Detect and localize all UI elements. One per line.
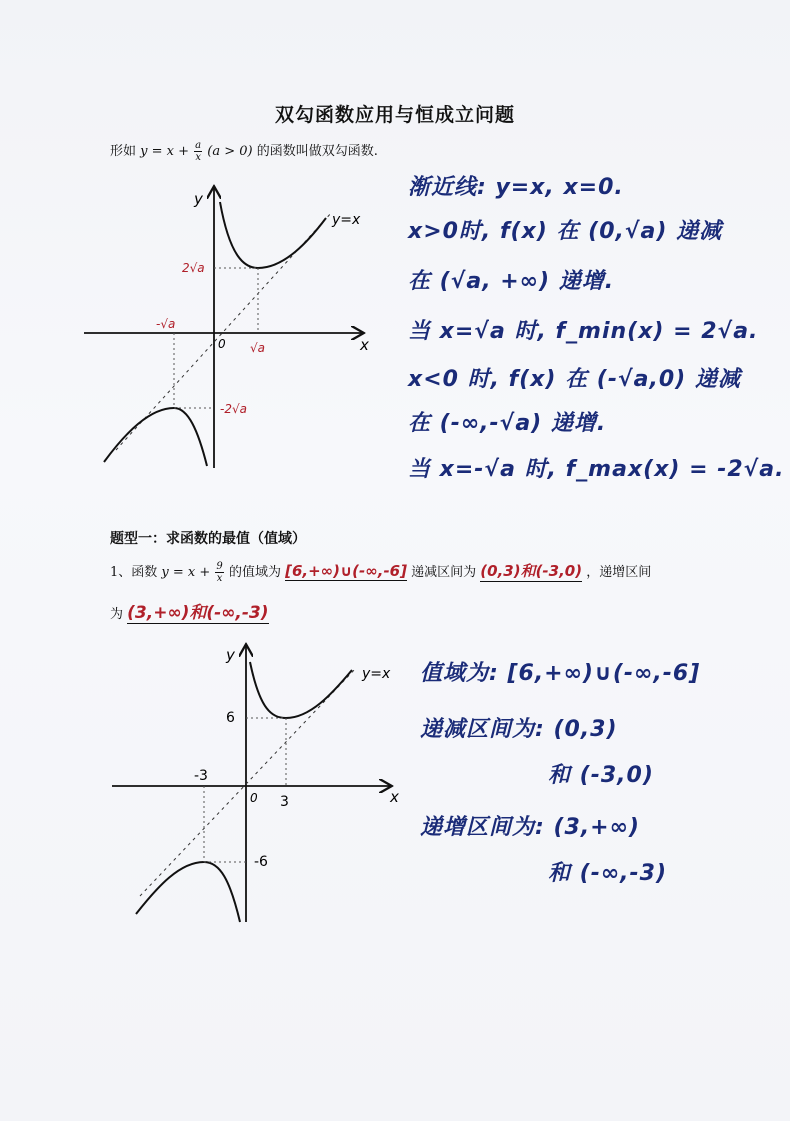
question-1-line-1: [110, 560, 651, 584]
y-axis-label: y: [194, 190, 203, 208]
curve-positive-branch: [220, 202, 326, 268]
origin-label: 0: [250, 791, 258, 805]
question-number: 1、函数: [110, 565, 158, 580]
definition-formula: y = x +: [140, 144, 190, 159]
curve-negative-branch: [136, 862, 240, 922]
increasing-prompt-cont: 为: [110, 607, 124, 622]
tick-x-pos: √a: [250, 341, 265, 355]
definition-suffix: 的函数叫做双勾函数.: [256, 144, 378, 159]
curve-negative-branch: [104, 408, 207, 466]
note-line-3: 在 (√a, +∞) 递增.: [408, 269, 615, 294]
tick-x-pos: 3: [280, 794, 289, 810]
definition-prefix: 形如: [110, 144, 137, 159]
graph-general: [70, 180, 380, 480]
curve-positive-branch: [250, 662, 352, 718]
answer-line-increasing-2: 和 (-∞,-3): [548, 861, 668, 886]
decreasing-answer: (0,3)和(-3,0): [480, 562, 583, 580]
note-line-7: 当 x=-√a 时, f_max(x) = -2√a.: [408, 457, 785, 482]
definition-line: [110, 140, 378, 163]
origin-label: 0: [218, 337, 226, 351]
note-line-5: x<0 时, f(x) 在 (-√a,0) 递减: [408, 367, 741, 392]
x-axis-label: x: [390, 788, 399, 806]
graph-example: [100, 640, 410, 930]
increasing-answer: (3,+∞)和(-∞,-3): [127, 598, 268, 624]
answer-line-decreasing: 递减区间为: (0,3): [420, 717, 618, 742]
question-formula: y = x +: [161, 565, 211, 580]
tick-y-pos: 2√a: [182, 261, 205, 275]
page-title: 双勾函数应用与恒成立问题: [274, 104, 515, 126]
asymptote-label: y=x: [332, 212, 361, 228]
range-prompt: 的值域为: [228, 565, 281, 580]
question-fraction: $\frac{9}{x}$: [216, 561, 223, 584]
tick-y-pos: 6: [226, 710, 235, 726]
definition-condition: (a > 0): [207, 144, 253, 159]
increasing-prompt: ，递增区间: [586, 565, 652, 580]
tick-x-neg: -3: [194, 768, 208, 784]
note-line-4: 当 x=√a 时, f_min(x) = 2√a.: [408, 319, 759, 344]
answer-line-decreasing-2: 和 (-3,0): [548, 763, 654, 788]
tick-y-neg: -2√a: [220, 402, 247, 416]
tick-x-neg: -√a: [156, 317, 176, 331]
note-line-1: 渐近线: y=x, x=0.: [408, 175, 624, 200]
definition-fraction: $\frac{a}{x}$: [195, 140, 202, 163]
note-line-6: 在 (-∞,-√a) 递增.: [408, 411, 607, 436]
question-1-line-2: [110, 598, 269, 624]
asymptote-label: y=x: [362, 666, 391, 682]
x-axis-label: x: [360, 336, 369, 354]
decreasing-prompt: 递减区间为: [411, 565, 477, 580]
asymptote-line: [140, 668, 356, 896]
tick-y-neg: -6: [254, 854, 268, 870]
section-heading: 题型一：求函数的最值（值域）: [110, 531, 306, 547]
answer-line-range: 值域为: [6,+∞)∪(-∞,-6]: [420, 661, 701, 686]
note-line-2: x>0时, f(x) 在 (0,√a) 递减: [408, 219, 723, 244]
answer-line-increasing: 递增区间为: (3,+∞): [420, 815, 640, 840]
range-answer: [6,+∞)∪(-∞,-6]: [285, 562, 407, 580]
y-axis-label: y: [226, 646, 235, 664]
